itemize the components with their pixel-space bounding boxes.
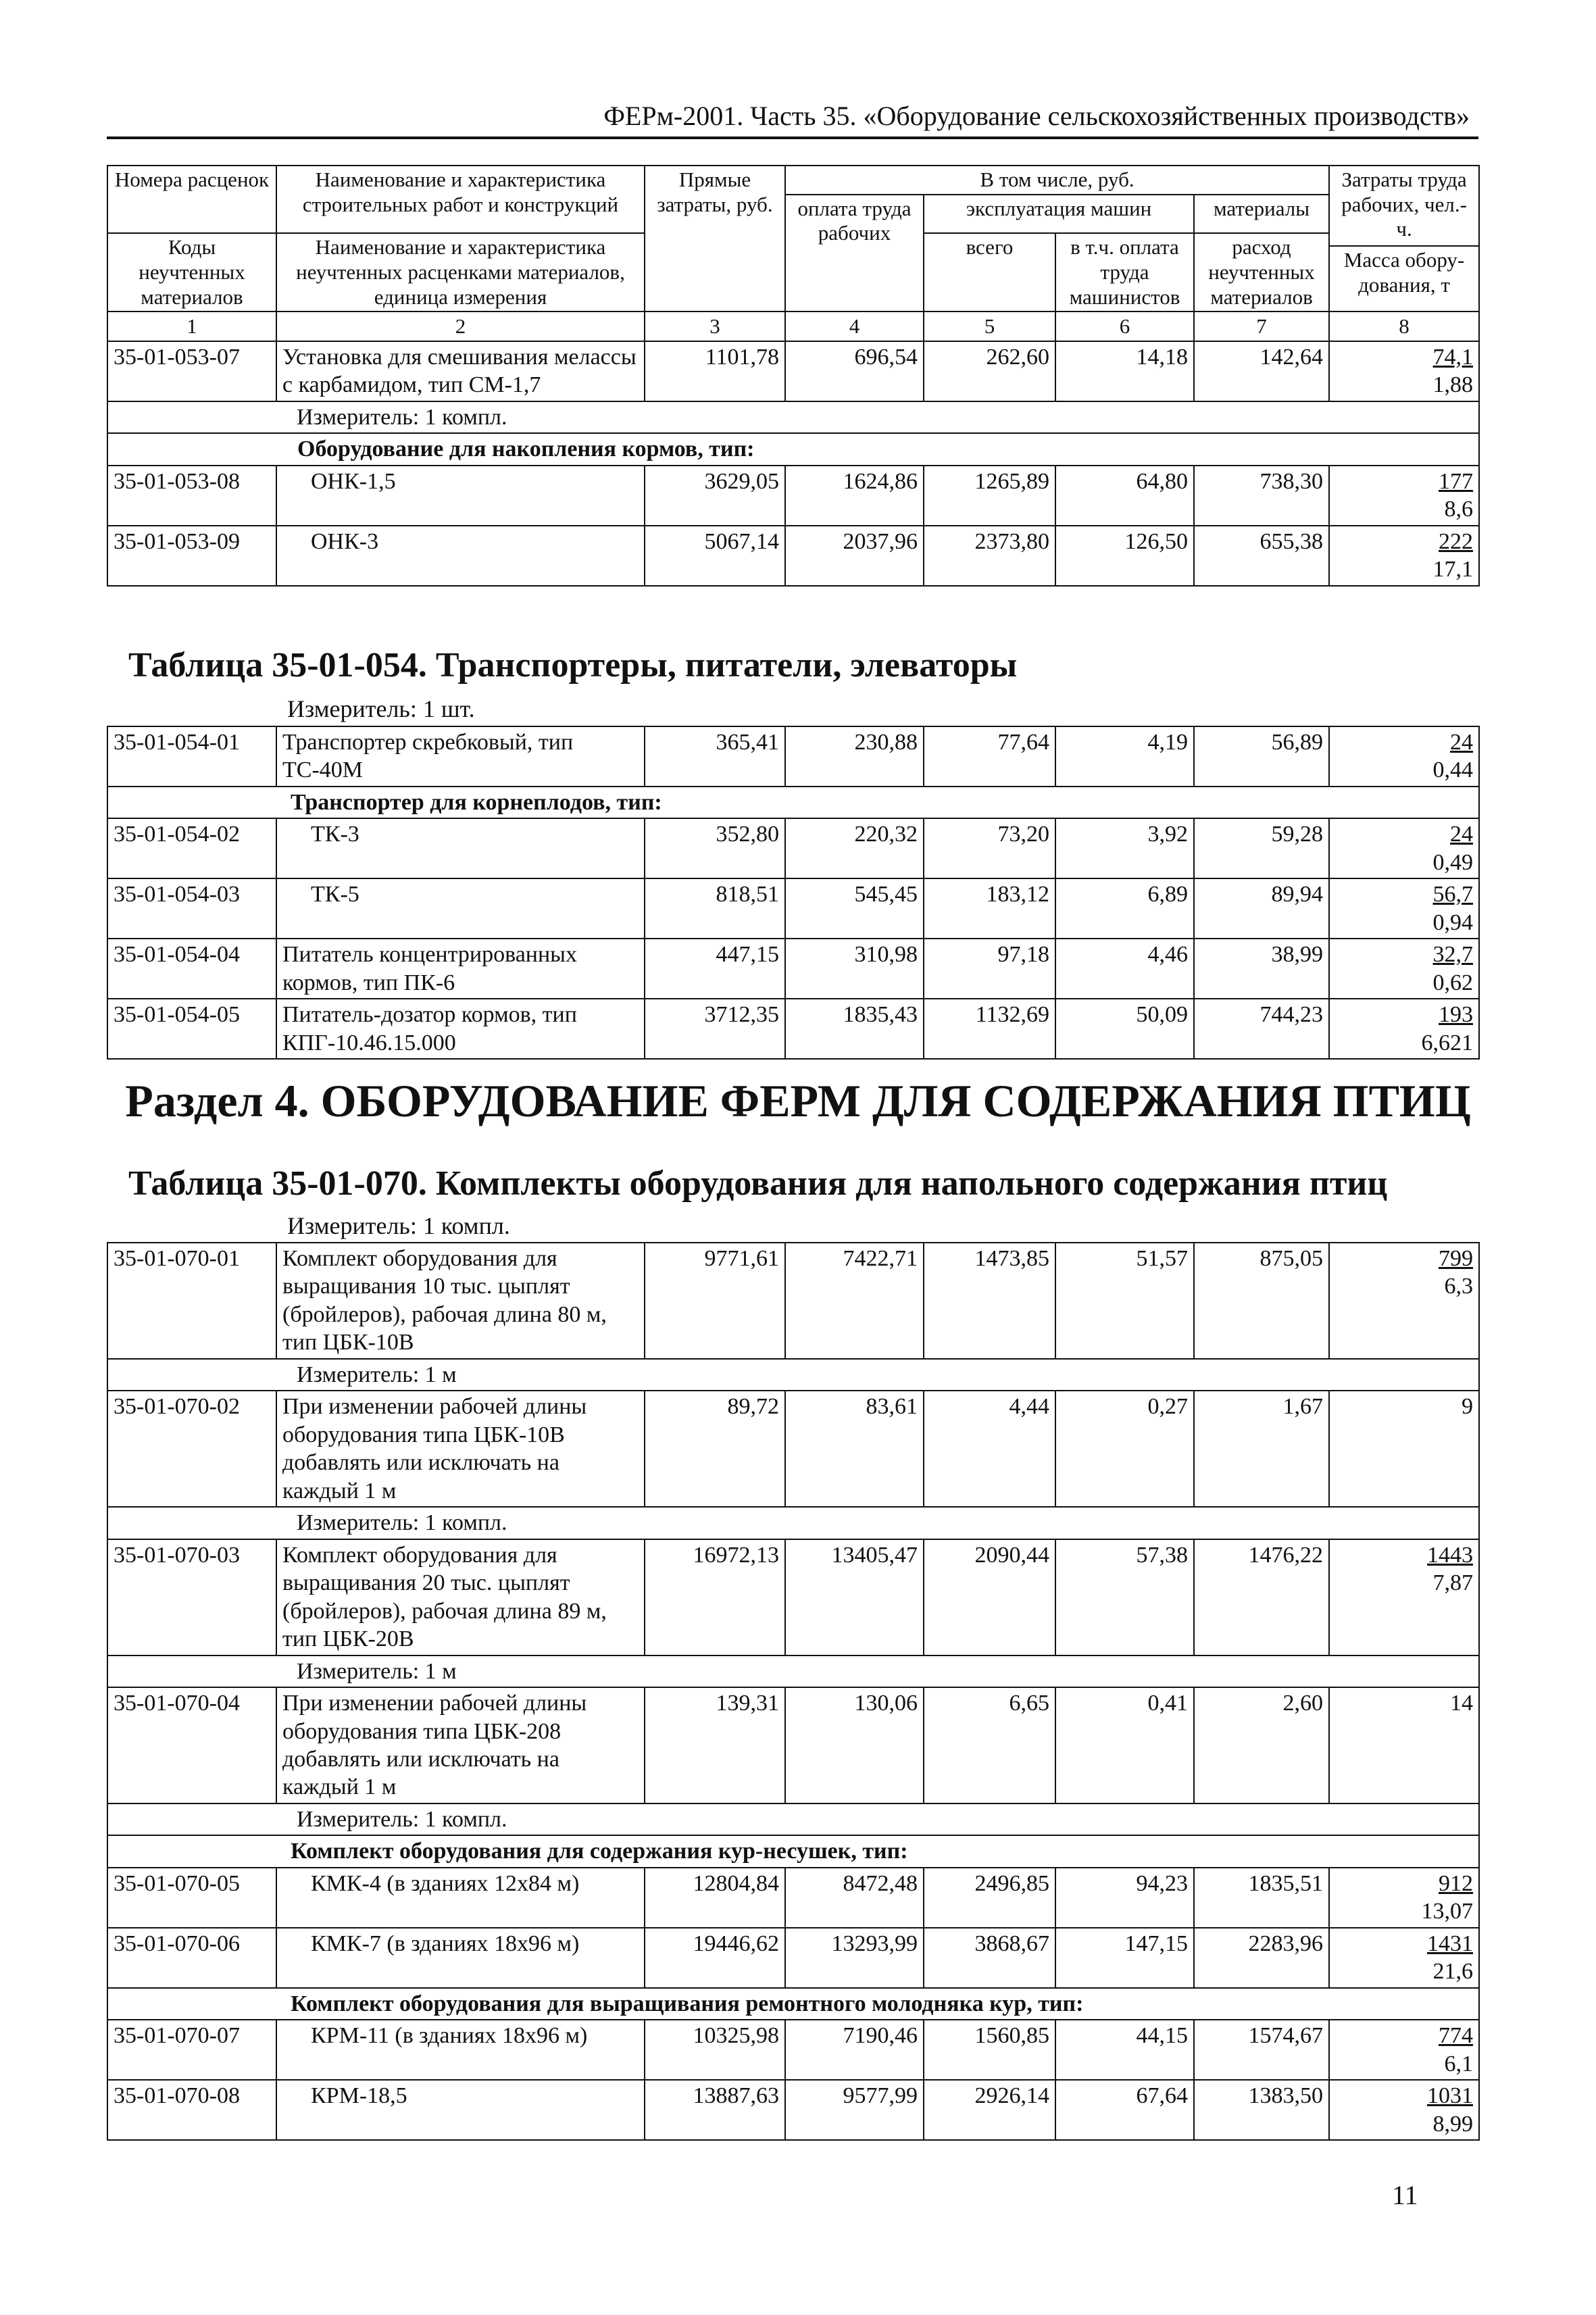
machines-labor: 51,57 <box>1055 1243 1194 1359</box>
labor-pay: 696,54 <box>785 341 924 401</box>
rate-name: ТК-3 <box>276 818 645 878</box>
machines-labor: 147,15 <box>1055 1928 1194 1988</box>
labor-hours-and-mass <box>1329 466 1479 526</box>
labor-pay: 13293,99 <box>785 1928 924 1988</box>
header-names: Наименование и характеристика строительных работ и конструкций <box>276 166 645 233</box>
machines-total: 6,65 <box>924 1687 1055 1803</box>
labor-hours: 774 <box>1439 2023 1473 2049</box>
header-unaccounted-names: Наименование и характеристика неучтенных расценками материалов, единица измерения <box>276 233 645 312</box>
machines-labor: 0,27 <box>1055 1391 1194 1507</box>
equipment-mass: 8,99 <box>1432 2111 1473 2137</box>
table-row <box>107 341 1479 401</box>
rate-code: 35-01-070-07 <box>107 2020 276 2080</box>
labor-hours-and-mass <box>1329 1928 1479 1988</box>
labor-pay: 1835,43 <box>785 999 924 1059</box>
equipment-mass: 13,07 <box>1421 1899 1473 1924</box>
materials: 1835,51 <box>1194 1868 1329 1928</box>
direct-costs: 352,80 <box>645 818 785 878</box>
machines-labor: 6,89 <box>1055 878 1194 939</box>
machines-total: 183,12 <box>924 878 1055 939</box>
table-row <box>107 1243 1479 1359</box>
table-row <box>107 526 1479 586</box>
rate-code: 35-01-053-09 <box>107 526 276 586</box>
column-index: 3 <box>645 312 785 341</box>
materials: 2,60 <box>1194 1687 1329 1803</box>
measure-unit: Измеритель: 1 м <box>276 1656 1479 1687</box>
rate-name: Транспортер скребковый, тип ТС-40М <box>276 726 645 787</box>
direct-costs: 16972,13 <box>645 1539 785 1656</box>
table-row <box>107 2080 1479 2140</box>
rate-code: 35-01-070-04 <box>107 1687 276 1803</box>
labor-hours: 74,1 <box>1432 344 1474 370</box>
labor-hours-and-mass <box>1329 999 1479 1059</box>
equipment-mass: 7,87 <box>1432 1570 1473 1596</box>
measure-unit: Измеритель: 1 компл. <box>276 401 1479 433</box>
labor-hours: 24 <box>1450 822 1473 847</box>
labor-hours-and-mass <box>1329 1539 1479 1656</box>
machines-total: 1132,69 <box>924 999 1055 1059</box>
equipment-mass: 6,1 <box>1444 2051 1473 2076</box>
table-row <box>107 818 1479 878</box>
labor-pay: 220,32 <box>785 818 924 878</box>
direct-costs: 365,41 <box>645 726 785 787</box>
rate-code: 35-01-054-02 <box>107 818 276 878</box>
measure-unit: Измеритель: 1 компл. <box>276 1507 1479 1539</box>
machines-total: 2373,80 <box>924 526 1055 586</box>
labor-hours: 799 <box>1439 1246 1473 1271</box>
labor-hours-and-mass <box>1329 878 1479 939</box>
labor-hours: 912 <box>1439 1870 1473 1896</box>
labor-pay: 130,06 <box>785 1687 924 1803</box>
rate-name: Установка для смешивания мелассы с карбамидом, тип СМ-1,7 <box>276 341 645 401</box>
materials: 1476,22 <box>1194 1539 1329 1656</box>
labor-hours-and-mass <box>1329 939 1479 999</box>
labor-hours-and-mass <box>1329 726 1479 787</box>
labor-hours: 1431 <box>1427 1931 1473 1956</box>
labor-hours: 193 <box>1439 1002 1473 1028</box>
measure-unit: Измеритель: 1 шт. <box>287 695 475 722</box>
labor-pay: 310,98 <box>785 939 924 999</box>
rate-name: Комплект оборудования для выращивания 10 тыс. цыплят (бройлеров), рабочая длина 80 м, тип ЦБК-10В <box>276 1243 645 1359</box>
labor-hours: 1031 <box>1427 2083 1473 2109</box>
machines-total: 3868,67 <box>924 1928 1055 1988</box>
equipment-mass: 0,62 <box>1432 970 1473 995</box>
materials: 142,64 <box>1194 341 1329 401</box>
labor-pay: 83,61 <box>785 1391 924 1507</box>
group-heading: Оборудование для накопления кормов, тип: <box>107 433 1479 465</box>
rate-code: 35-01-070-03 <box>107 1539 276 1656</box>
labor-hours: 32,7 <box>1432 942 1473 968</box>
rate-code: 35-01-054-01 <box>107 726 276 787</box>
group-heading: Комплект оборудования для выращивания ремонтного молодняка кур, тип: <box>107 1988 1479 2020</box>
machines-total: 4,44 <box>924 1391 1055 1507</box>
equipment-mass: 1,88 <box>1432 372 1474 398</box>
labor-hours-and-mass <box>1329 2020 1479 2080</box>
machines-total: 2496,85 <box>924 1868 1055 1928</box>
equipment-mass: 21,6 <box>1432 1959 1473 1985</box>
materials: 2283,96 <box>1194 1928 1329 1988</box>
page-header-title: ФЕРм-2001. Часть 35. «Оборудование сельскохозяйственных производств» <box>603 101 1470 131</box>
labor-hours-and-mass <box>1329 1868 1479 1928</box>
machines-labor: 0,41 <box>1055 1687 1194 1803</box>
direct-costs: 19446,62 <box>645 1928 785 1988</box>
table-row <box>107 1928 1479 1988</box>
rate-name: ТК-5 <box>276 878 645 939</box>
rate-code: 35-01-053-07 <box>107 341 276 401</box>
section-title: Раздел 4. ОБОРУДОВАНИЕ ФЕРМ ДЛЯ СОДЕРЖАНИЯ ПТИЦ <box>125 1075 1471 1126</box>
column-index: 4 <box>785 312 924 341</box>
table-row <box>107 1539 1479 1656</box>
direct-costs: 10325,98 <box>645 2020 785 2080</box>
header-labor-hours: Затраты труда рабочих, чел.-ч. <box>1329 166 1479 246</box>
labor-pay: 13405,47 <box>785 1539 924 1656</box>
machines-total: 1265,89 <box>924 466 1055 526</box>
header-incl: В том числе, руб. <box>785 166 1329 195</box>
rate-name: При изменении рабочей длины оборудования типа ЦБК-10В добавлять или исключать на каждый 1 м <box>276 1391 645 1507</box>
header-rule <box>107 136 1478 139</box>
machines-labor: 4,46 <box>1055 939 1194 999</box>
direct-costs: 9771,61 <box>645 1243 785 1359</box>
header-machines: эксплуатация машин <box>924 195 1194 234</box>
rate-name: КМК-4 (в зданиях 12х84 м) <box>276 1868 645 1928</box>
direct-costs: 3712,35 <box>645 999 785 1059</box>
equipment-mass: 8,6 <box>1444 497 1474 522</box>
labor-pay: 1624,86 <box>785 466 924 526</box>
materials: 1,67 <box>1194 1391 1329 1507</box>
materials: 59,28 <box>1194 818 1329 878</box>
header-unaccounted-codes: Коды неучтенных материалов <box>107 233 276 312</box>
materials: 655,38 <box>1194 526 1329 586</box>
machines-labor: 4,19 <box>1055 726 1194 787</box>
labor-hours: 222 <box>1439 528 1474 554</box>
rates-table-053 <box>107 165 1480 587</box>
rate-name: Комплект оборудования для выращивания 20 тыс. цыплят (бройлеров), рабочая длина 89 м, тип ЦБК-20В <box>276 1539 645 1656</box>
direct-costs: 1101,78 <box>645 341 785 401</box>
rate-name: ОНК-1,5 <box>276 466 645 526</box>
measure-unit: Измеритель: 1 м <box>276 1359 1479 1391</box>
labor-pay: 545,45 <box>785 878 924 939</box>
header-machines-total: всего <box>924 233 1055 312</box>
direct-costs: 13887,63 <box>645 2080 785 2140</box>
header-materials: материалы <box>1194 195 1329 234</box>
machines-total: 262,60 <box>924 341 1055 401</box>
materials: 1574,67 <box>1194 2020 1329 2080</box>
column-index: 1 <box>107 312 276 341</box>
equipment-mass: 6,621 <box>1421 1030 1473 1055</box>
column-index: 8 <box>1329 312 1479 341</box>
table-row <box>107 1868 1479 1928</box>
direct-costs: 89,72 <box>645 1391 785 1507</box>
table-row <box>107 1687 1479 1803</box>
labor-hours: 14 <box>1329 1687 1479 1803</box>
rates-table-054 <box>107 726 1480 1060</box>
direct-costs: 139,31 <box>645 1687 785 1803</box>
page-number: 11 <box>1392 2180 1418 2210</box>
machines-labor: 44,15 <box>1055 2020 1194 2080</box>
machines-labor: 50,09 <box>1055 999 1194 1059</box>
machines-labor: 126,50 <box>1055 526 1194 586</box>
machines-total: 97,18 <box>924 939 1055 999</box>
machines-labor: 14,18 <box>1055 341 1194 401</box>
labor-pay: 8472,48 <box>785 1868 924 1928</box>
labor-hours-and-mass <box>1329 526 1479 586</box>
column-index: 7 <box>1194 312 1329 341</box>
table-row <box>107 1391 1479 1507</box>
rate-code: 35-01-053-08 <box>107 466 276 526</box>
rate-code: 35-01-070-05 <box>107 1868 276 1928</box>
rate-code: 35-01-070-01 <box>107 1243 276 1359</box>
table-row <box>107 466 1479 526</box>
machines-labor: 64,80 <box>1055 466 1194 526</box>
machines-total: 2926,14 <box>924 2080 1055 2140</box>
direct-costs: 447,15 <box>645 939 785 999</box>
machines-labor: 94,23 <box>1055 1868 1194 1928</box>
equipment-mass: 0,94 <box>1432 910 1473 935</box>
header-labor-pay: оплата труда рабочих <box>785 195 924 312</box>
machines-total: 77,64 <box>924 726 1055 787</box>
table-title-070: Таблица 35-01-070. Комплекты оборудования для напольного содержания птиц <box>128 1164 1388 1203</box>
table-row <box>107 726 1479 787</box>
labor-pay: 2037,96 <box>785 526 924 586</box>
machines-labor: 57,38 <box>1055 1539 1194 1656</box>
rate-name: При изменении рабочей длины оборудования типа ЦБК-208 добавлять или исключать на каждый 1 м <box>276 1687 645 1803</box>
table-row <box>107 939 1479 999</box>
rate-name: КМК-7 (в зданиях 18х96 м) <box>276 1928 645 1988</box>
group-heading: Комплект оборудования для содержания кур-несушек, тип: <box>107 1835 1479 1867</box>
equipment-mass: 17,1 <box>1432 557 1474 582</box>
equipment-mass: 6,3 <box>1444 1274 1473 1299</box>
labor-pay: 7422,71 <box>785 1243 924 1359</box>
materials: 744,23 <box>1194 999 1329 1059</box>
labor-hours-and-mass <box>1329 818 1479 878</box>
rate-code: 35-01-070-06 <box>107 1928 276 1988</box>
labor-hours-and-mass <box>1329 1243 1479 1359</box>
machines-total: 1560,85 <box>924 2020 1055 2080</box>
materials: 875,05 <box>1194 1243 1329 1359</box>
rate-code: 35-01-054-05 <box>107 999 276 1059</box>
direct-costs: 5067,14 <box>645 526 785 586</box>
rate-name: Питатель концентрированных кормов, тип ПК-6 <box>276 939 645 999</box>
rate-code: 35-01-070-08 <box>107 2080 276 2140</box>
materials: 1383,50 <box>1194 2080 1329 2140</box>
table-title-054: Таблица 35-01-054. Транспортеры, питатели, элеваторы <box>128 646 1018 684</box>
labor-pay: 9577,99 <box>785 2080 924 2140</box>
rate-name: КРМ-18,5 <box>276 2080 645 2140</box>
group-heading: Транспортер для корнеплодов, тип: <box>107 787 1479 818</box>
header-machines-labor: в т.ч. оплата труда машинистов <box>1055 233 1194 312</box>
measure-unit: Измеритель: 1 компл. <box>276 1803 1479 1835</box>
column-index: 6 <box>1055 312 1194 341</box>
labor-hours: 177 <box>1439 468 1474 494</box>
machines-labor: 67,64 <box>1055 2080 1194 2140</box>
rate-name: КРМ-11 (в зданиях 18х96 м) <box>276 2020 645 2080</box>
header-codes: Номера расценок <box>107 166 276 233</box>
labor-hours: 9 <box>1329 1391 1479 1507</box>
labor-hours: 24 <box>1450 730 1473 755</box>
table-row <box>107 2020 1479 2080</box>
rate-name: Питатель-дозатор кормов, тип КПГ-10.46.15.000 <box>276 999 645 1059</box>
header-equipment-mass: Масса обору-дования, т <box>1329 246 1479 312</box>
measure-unit: Измеритель: 1 компл. <box>287 1212 510 1239</box>
column-index: 2 <box>276 312 645 341</box>
direct-costs: 818,51 <box>645 878 785 939</box>
labor-pay: 230,88 <box>785 726 924 787</box>
rate-code: 35-01-070-02 <box>107 1391 276 1507</box>
labor-pay: 7190,46 <box>785 2020 924 2080</box>
table-row <box>107 999 1479 1059</box>
machines-total: 73,20 <box>924 818 1055 878</box>
materials: 89,94 <box>1194 878 1329 939</box>
labor-hours-and-mass <box>1329 341 1479 401</box>
rate-name: ОНК-3 <box>276 526 645 586</box>
rates-table-070 <box>107 1242 1480 2141</box>
rate-code: 35-01-054-03 <box>107 878 276 939</box>
materials: 38,99 <box>1194 939 1329 999</box>
machines-total: 1473,85 <box>924 1243 1055 1359</box>
table-row <box>107 878 1479 939</box>
machines-total: 2090,44 <box>924 1539 1055 1656</box>
materials: 56,89 <box>1194 726 1329 787</box>
machines-labor: 3,92 <box>1055 818 1194 878</box>
materials: 738,30 <box>1194 466 1329 526</box>
equipment-mass: 0,49 <box>1432 849 1473 875</box>
labor-hours: 1443 <box>1427 1542 1473 1568</box>
labor-hours: 56,7 <box>1432 882 1473 907</box>
column-index: 5 <box>924 312 1055 341</box>
direct-costs: 12804,84 <box>645 1868 785 1928</box>
equipment-mass: 0,44 <box>1432 757 1473 783</box>
header-materials-consumption: расход неучтенных материалов <box>1194 233 1329 312</box>
direct-costs: 3629,05 <box>645 466 785 526</box>
header-direct-costs: Прямые затраты, руб. <box>645 166 785 312</box>
labor-hours-and-mass <box>1329 2080 1479 2140</box>
rate-code: 35-01-054-04 <box>107 939 276 999</box>
